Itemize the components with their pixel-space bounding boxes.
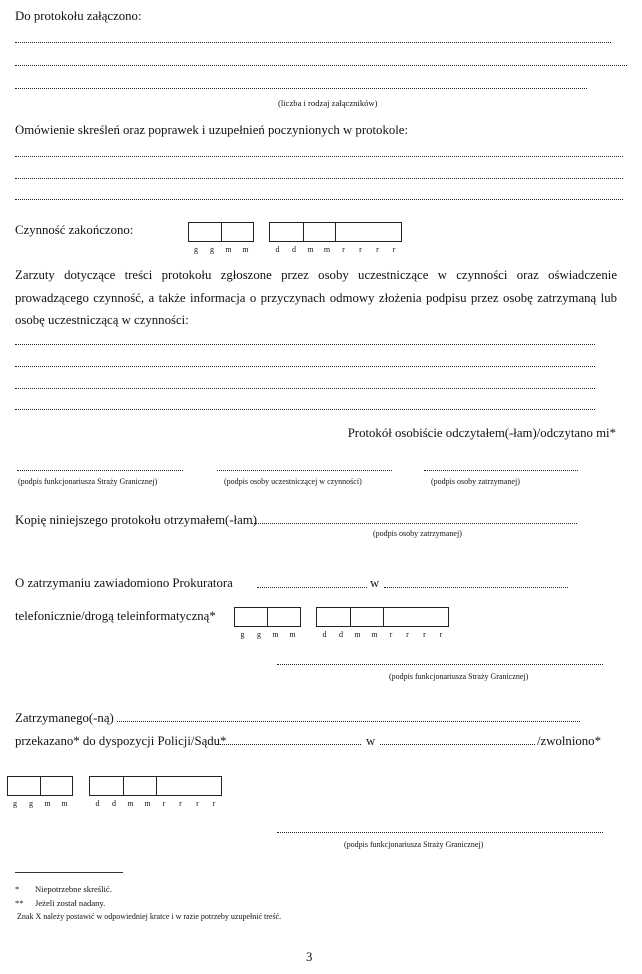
attachments-line-1[interactable]: [15, 42, 611, 43]
handover-authority-field[interactable]: [217, 744, 361, 745]
prosecutor-label: O zatrzymaniu zawiadomiono Prokuratora: [15, 576, 233, 590]
attachments-heading: Do protokołu załączono:: [15, 9, 142, 23]
prosecutor-date-boxes[interactable]: [316, 607, 449, 627]
prosecutor-name-field[interactable]: [257, 587, 367, 588]
prosecutor-time-labels: g g m m: [240, 630, 296, 639]
handover-place-field[interactable]: [380, 744, 535, 745]
prosecutor-method: telefonicznie/drogą teleinformatyczną*: [15, 609, 216, 623]
attachments-caption: (liczba i rodzaj załączników): [278, 98, 378, 108]
footnote-separator: [15, 872, 123, 873]
finished-date-boxes[interactable]: [269, 222, 402, 242]
prosecutor-officer-signature-line[interactable]: [277, 664, 603, 665]
officer-signature-caption: (podpis funkcjonariusza Straży Granicznej): [18, 477, 158, 486]
prosecutor-officer-signature-caption: (podpis funkcjonariusza Straży Granicznej): [389, 672, 529, 681]
attachments-line-2[interactable]: [15, 65, 627, 66]
detained-signature-caption: (podpis osoby zatrzymanej): [431, 477, 520, 486]
handover-detained-label: Zatrzymanego(-ną): [15, 711, 114, 725]
participant-signature-caption: (podpis osoby uczestniczącej w czynności): [224, 477, 362, 486]
corrections-line-3[interactable]: [15, 199, 623, 200]
objections-dots-1[interactable]: [15, 344, 595, 345]
corrections-heading: Omówienie skreśleń oraz poprawek i uzupełnień poczynionych w protokole:: [15, 123, 409, 137]
page-number: 3: [306, 950, 313, 964]
footnote-2: Jeżeli został nadany.: [35, 898, 106, 908]
prosecutor-place-field[interactable]: [384, 587, 568, 588]
handover-time-labels: g g m m: [13, 799, 68, 808]
handover-date-labels: d d m m r r r r: [95, 799, 216, 808]
corrections-line-2[interactable]: [15, 178, 623, 179]
handover-released: /zwolniono*: [537, 734, 601, 748]
objections-line-2: prowadzącego czynność, a także informacja o przyczynach odmowy złożenia podpisu przez osobę zatrzymaną lub: [15, 291, 617, 305]
footnote-1-mark: *: [15, 884, 20, 894]
handover-in-word: w: [366, 734, 376, 748]
copy-received-signature-line[interactable]: [252, 523, 577, 524]
handover-detained-name-field[interactable]: [117, 721, 580, 722]
read-statement: Protokół osobiście odczytałem(-łam)/odczytano mi*: [347, 426, 616, 440]
handover-officer-signature-caption: (podpis funkcjonariusza Straży Granicznej): [344, 840, 484, 849]
detained-signature-line[interactable]: [424, 470, 578, 471]
officer-signature-line[interactable]: [17, 470, 183, 471]
corrections-line-1[interactable]: [15, 156, 623, 157]
copy-received-caption: (podpis osoby zatrzymanej): [373, 529, 462, 538]
participant-signature-line[interactable]: [217, 470, 392, 471]
finished-time-labels: g g m m: [194, 245, 249, 254]
footnote-1: Niepotrzebne skreślić.: [35, 884, 112, 894]
copy-received-label: Kopię niniejszego protokołu otrzymałem(-łam): [15, 513, 258, 527]
footnote-3: Znak X należy postawić w odpowiedniej kratce i w razie potrzeby uzupełnić treść.: [17, 912, 282, 921]
attachments-line-3[interactable]: [15, 88, 587, 89]
objections-dots-3[interactable]: [15, 388, 595, 389]
objections-dots-4[interactable]: [15, 409, 595, 410]
prosecutor-date-labels: d d m m r r r r: [322, 630, 443, 639]
handover-date-boxes[interactable]: [89, 776, 222, 796]
handover-officer-signature-line[interactable]: [277, 832, 603, 833]
handover-handed-label: przekazano* do dyspozycji Policji/Sądu*: [15, 734, 227, 748]
prosecutor-time-boxes[interactable]: [234, 607, 301, 627]
objections-dots-2[interactable]: [15, 366, 595, 367]
finished-date-labels: d d m m r r r r: [275, 245, 396, 254]
prosecutor-in-word: w: [370, 576, 380, 590]
objections-line-1: Zarzuty dotyczące treści protokołu zgłoszone przez osoby uczestniczące w czynności oraz oświadczenie: [15, 268, 617, 282]
objections-line-3: osobę uczestniczącą w czynności:: [15, 313, 189, 327]
finished-time-boxes[interactable]: [188, 222, 254, 242]
footnote-2-mark: **: [15, 898, 24, 908]
handover-time-boxes[interactable]: [7, 776, 73, 796]
finished-label: Czynność zakończono:: [15, 223, 134, 237]
